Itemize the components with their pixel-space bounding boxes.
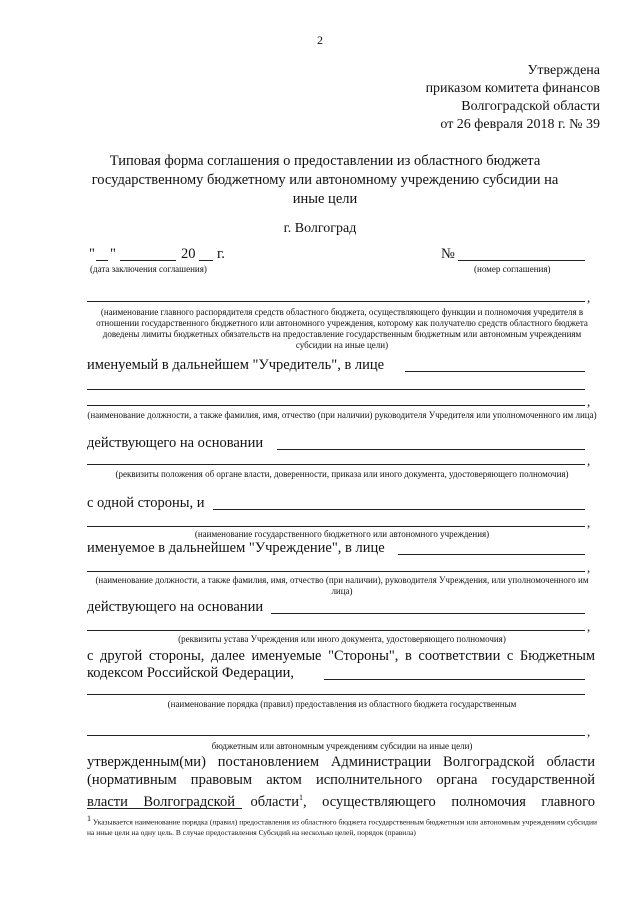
year-blank[interactable] [199, 260, 213, 261]
year-suffix: г. [217, 246, 225, 262]
paragraph-text: власти Волгоградской области [87, 793, 299, 810]
date-quote-close: " [110, 246, 116, 262]
founder-basis-blank-2[interactable] [87, 464, 585, 465]
procedure-caption-1: (наименование порядка (правил) предоставления из областного бюджета государственным [167, 699, 517, 709]
founder-person-blank-3[interactable] [87, 405, 585, 406]
budget-code-text: кодексом Российской Федерации, [87, 665, 295, 681]
number-caption: (номер соглашения) [474, 264, 551, 274]
date-caption: (дата заключения соглашения) [90, 264, 207, 274]
founder-caption: (наименование главного распорядителя средств областного бюджета, осуществляющего функции и полномочия учредителя в отношении государственного бюджетного или автономного учреждения, которому как получателю средств областного бюджета доведены лимиты бюджетных обязательств на предоставление государственным бюджетным или автономным учреждениям субсидии на иные цели) [96, 307, 588, 350]
institution-head-caption: (наименование должности, а также фамилия, имя, отчество (при наличии), руководителя Учреждения, или уполномоченного им лица) [95, 575, 589, 596]
approval-line: приказом комитета финансов [425, 81, 600, 96]
procedure-blank[interactable] [324, 679, 585, 680]
comma: , [587, 515, 591, 530]
founder-person-blank-2[interactable] [87, 389, 585, 390]
founder-name-blank[interactable] [87, 301, 585, 302]
paragraph-line: утвержденным(ми) постановлением Администрации Волгоградской области [87, 754, 595, 770]
comma: , [587, 453, 591, 468]
footnote-separator [87, 808, 242, 809]
founder-basis-blank[interactable] [277, 449, 585, 450]
acting-basis-text: действующего на основании [87, 435, 264, 451]
agreement-number-blank[interactable] [458, 260, 585, 261]
comma: , [587, 290, 591, 305]
footnote-marker: 1 [87, 814, 91, 823]
institution-blank[interactable] [213, 509, 585, 510]
footnote-text: Указывается наименование порядка (правил) предоставления из областного бюджета государственным бюджетным или автономным учреждениям субсидии на иные цели на одну цель. В случае предоставления Субсидий на несколько целей, порядок (правила) [87, 817, 598, 837]
city: г. Волгоград [283, 221, 357, 236]
approval-block [426, 62, 600, 134]
founder-person-blank[interactable] [405, 371, 585, 372]
day-blank[interactable] [96, 260, 108, 261]
institution-person-blank[interactable] [398, 554, 585, 555]
founder-basis-caption: (реквизиты положения об органе власти, доверенности, приказа или иного документа, удостоверяющего полномочия) [115, 469, 569, 479]
founder-head-caption: (наименование должности, а также фамилия, имя, отчество (при наличии) руководителя Учредителя или уполномоченного им лица) [87, 410, 597, 420]
date-quote-open: " [89, 246, 95, 262]
paragraph-text: , осуществляющего полномочия главного [302, 793, 595, 810]
institution-person-blank-2[interactable] [87, 571, 585, 572]
comma: , [587, 560, 591, 575]
procedure-blank-3[interactable] [87, 735, 585, 736]
institution-blank-2[interactable] [87, 526, 585, 527]
approval-line: Волгоградской области [461, 99, 600, 114]
institution-caption: (наименование государственного бюджетного или автономного учреждения) [194, 529, 490, 539]
procedure-blank-2[interactable] [87, 694, 585, 695]
footnote-ref[interactable]: 1 [298, 793, 303, 802]
institution-named-text: именуемое в дальнейшем "Учреждение", в лице [87, 540, 385, 556]
acting-basis-text-2: действующего на основании [87, 599, 264, 615]
footnote [87, 814, 597, 838]
institution-basis-caption: (реквизиты устава Учреждения или иного документа, удостоверяющего полномочия) [178, 634, 506, 644]
document-title: Типовая форма соглашения о предоставлении из областного бюджета государственному бюджетному или автономному учреждению субсидии на иные цели [91, 153, 559, 207]
procedure-caption-2: бюджетным или автономным учреждениям субсидии на иные цели) [211, 741, 473, 751]
founder-named-text: именуемый в дальнейшем "Учредитель", в лице [87, 357, 385, 373]
comma: , [587, 394, 591, 409]
paragraph-line: (нормативным правовым актом исполнительного органа государственной [87, 772, 595, 788]
approval-line: Утверждена [527, 63, 600, 78]
month-blank[interactable] [120, 260, 176, 261]
number-sign: № [441, 246, 455, 262]
approval-line: от 26 февраля 2018 г. № 39 [440, 117, 600, 132]
comma: , [587, 724, 591, 739]
institution-basis-blank-2[interactable] [87, 630, 585, 631]
one-side-text: с одной стороны, и [87, 495, 205, 511]
institution-basis-blank[interactable] [271, 613, 585, 614]
comma: , [587, 619, 591, 634]
year-prefix: 20 [181, 246, 196, 262]
other-side-text: с другой стороны, далее именуемые "Стороны", в соответствии с Бюджетным [87, 648, 595, 664]
page-number: 2 [317, 33, 323, 47]
